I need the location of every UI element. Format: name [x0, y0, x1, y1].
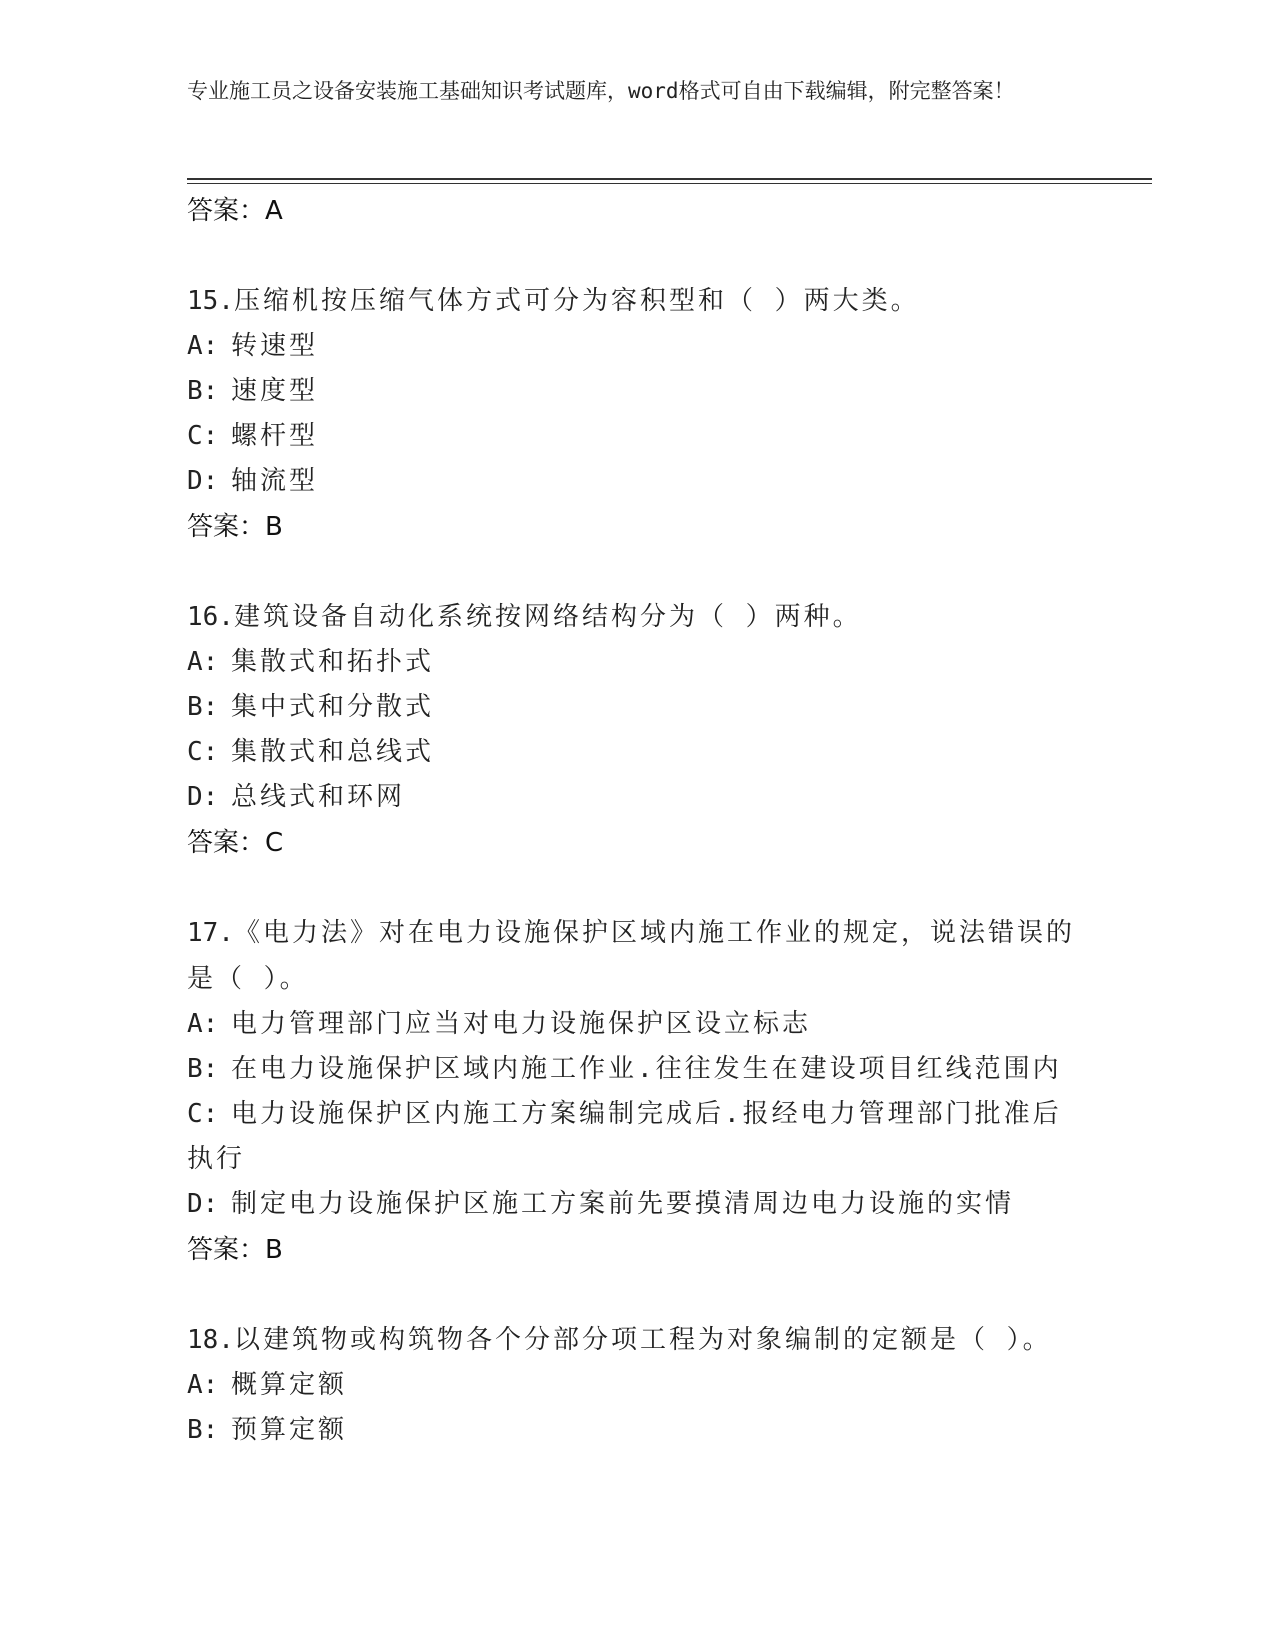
- option-text: 制定电力设施保护区施工方案前先要摸清周边电力设施的实情: [231, 1189, 1015, 1219]
- option-d: [187, 775, 1087, 820]
- option-a: [187, 640, 1087, 685]
- option-d: [187, 1182, 1087, 1227]
- option-b: [187, 1408, 1087, 1453]
- option-letter: C:: [187, 1099, 219, 1129]
- question-15: [187, 278, 1087, 550]
- answer-value: B: [265, 1235, 283, 1265]
- option-c: [187, 414, 1087, 459]
- header-divider-thick: [187, 178, 1152, 180]
- option-text: 总线式和环网: [231, 782, 406, 812]
- option-text: 预算定额: [231, 1415, 348, 1445]
- question-text: [187, 278, 1087, 324]
- question-16: [187, 594, 1087, 866]
- option-letter: B:: [187, 1054, 219, 1084]
- answer-label: 答案：: [187, 512, 266, 542]
- option-letter: B:: [187, 1415, 219, 1445]
- option-letter: A:: [187, 1009, 219, 1039]
- option-text: 轴流型: [231, 466, 319, 496]
- option-letter: A:: [187, 647, 219, 677]
- option-a: [187, 324, 1087, 369]
- option-text: 在电力设施保护区域内施工作业.往往发生在建设项目红线范围内: [231, 1054, 1062, 1084]
- option-a: [187, 1002, 1087, 1047]
- question-number: 18.: [187, 1325, 234, 1355]
- option-letter: C:: [187, 421, 219, 451]
- header-divider-thin: [187, 183, 1152, 184]
- document-header: 专业施工员之设备安装施工基础知识考试题库，word格式可自由下载编辑，附完整答案！: [187, 79, 1015, 103]
- option-b: [187, 1047, 1087, 1092]
- question-17: [187, 910, 1087, 1273]
- option-text: 集散式和拓扑式: [231, 647, 435, 677]
- answer-line: [187, 1227, 1087, 1273]
- option-letter: B:: [187, 376, 219, 406]
- question-text: [187, 910, 1087, 1002]
- option-text: 转速型: [231, 331, 319, 361]
- answer-line: [187, 820, 1087, 866]
- answer-value: C: [265, 828, 284, 858]
- option-letter: A:: [187, 331, 219, 361]
- question-list: [187, 188, 1087, 1453]
- question-stem: 建筑设备自动化系统按网络结构分为（ ）两种。: [233, 602, 862, 632]
- answer-label: 答案：: [187, 196, 266, 226]
- option-letter: B:: [187, 692, 219, 722]
- answer-value: A: [265, 196, 283, 226]
- option-text: 电力管理部门应当对电力设施保护区设立标志: [231, 1009, 812, 1039]
- option-d: [187, 459, 1087, 504]
- option-letter: A:: [187, 1370, 219, 1400]
- question-text: [187, 1317, 1087, 1363]
- question-18: [187, 1317, 1087, 1453]
- option-letter: D:: [187, 1189, 219, 1219]
- option-text: 概算定额: [231, 1370, 348, 1400]
- answer-line: [187, 504, 1087, 550]
- answer-value: B: [265, 512, 283, 542]
- question-stem: 以建筑物或构筑物各个分部分项工程为对象编制的定额是（ ）。: [233, 1325, 1052, 1355]
- question-number: 17.: [187, 918, 234, 948]
- answer-label: 答案：: [187, 828, 266, 858]
- option-text: 集中式和分散式: [231, 692, 435, 722]
- question-number: 15.: [187, 286, 234, 316]
- answer-line: [187, 188, 1087, 234]
- answer-label: 答案：: [187, 1235, 266, 1265]
- option-text: 集散式和总线式: [231, 737, 435, 767]
- option-text: 速度型: [231, 376, 319, 406]
- option-b: [187, 369, 1087, 414]
- question-stem: 压缩机按压缩气体方式可分为容积型和（ ）两大类。: [233, 286, 920, 316]
- option-text: 螺杆型: [231, 421, 319, 451]
- question-number: 16.: [187, 602, 234, 632]
- option-c: [187, 730, 1087, 775]
- question-stem: 《电力法》对在电力设施保护区域内施工作业的规定，说法错误的是（ ）。: [187, 918, 1075, 994]
- question-text: [187, 594, 1087, 640]
- option-text: 电力设施保护区内施工方案编制完成后.报经电力管理部门批准后执行: [187, 1099, 1062, 1174]
- option-letter: C:: [187, 737, 219, 767]
- option-b: [187, 685, 1087, 730]
- option-a: [187, 1363, 1087, 1408]
- option-c: [187, 1092, 1087, 1182]
- option-letter: D:: [187, 782, 219, 812]
- option-letter: D:: [187, 466, 219, 496]
